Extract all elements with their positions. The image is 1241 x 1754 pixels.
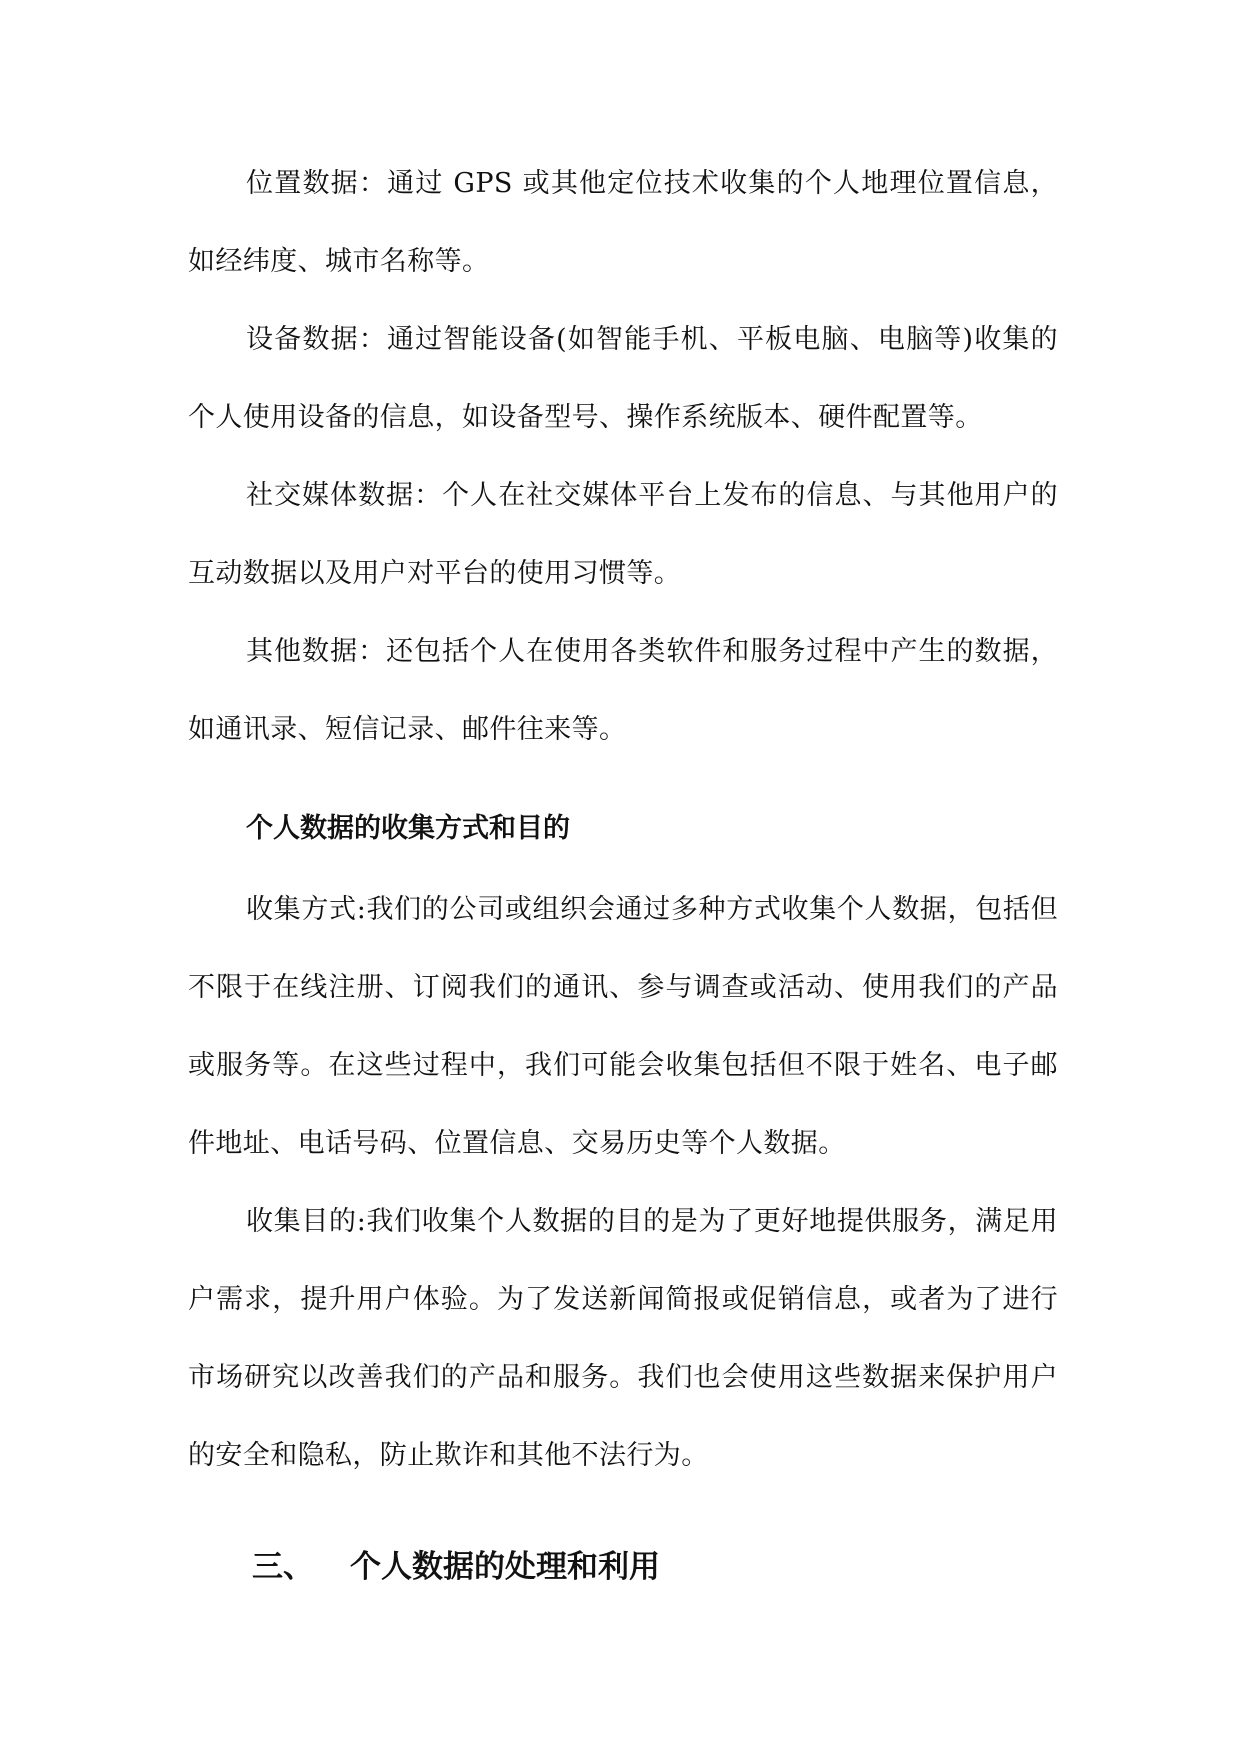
chapter-number: 三、	[252, 1549, 314, 1585]
section-heading: 个人数据的收集方式和目的	[246, 813, 570, 844]
document-body	[188, 145, 1058, 1607]
paragraph-collection-purpose: 收集目的:我们收集个人数据的目的是为了更好地提供服务，满足用户需求，提升用户体验。为了发送新闻简报或促销信息，或者为了进行市场研究以改善我们的产品和服务。我们也会使用这些数据来保护用户的安全和隐私，防止欺诈和其他不法行为。	[188, 1206, 1058, 1471]
paragraph-other-data: 其他数据：还包括个人在使用各类软件和服务过程中产生的数据，如通讯录、短信记录、邮件往来等。	[188, 636, 1058, 745]
paragraph-social-media-data: 社交媒体数据：个人在社交媒体平台上发布的信息、与其他用户的互动数据以及用户对平台的使用习惯等。	[188, 480, 1058, 589]
paragraph-device-data: 设备数据：通过智能设备(如智能手机、平板电脑、电脑等)收集的个人使用设备的信息，如设备型号、操作系统版本、硬件配置等。	[188, 324, 1058, 433]
chapter-title: 个人数据的处理和利用	[350, 1549, 660, 1585]
chapter-heading	[188, 1527, 1058, 1607]
paragraph-collection-methods: 收集方式:我们的公司或组织会通过多种方式收集个人数据，包括但不限于在线注册、订阅我们的通讯、参与调查或活动、使用我们的产品或服务等。在这些过程中，我们可能会收集包括但不限于姓名、电子邮件地址、电话号码、位置信息、交易历史等个人数据。	[188, 894, 1058, 1159]
paragraph-location-data: 位置数据：通过 GPS 或其他定位技术收集的个人地理位置信息，如经纬度、城市名称等。	[188, 168, 1058, 277]
